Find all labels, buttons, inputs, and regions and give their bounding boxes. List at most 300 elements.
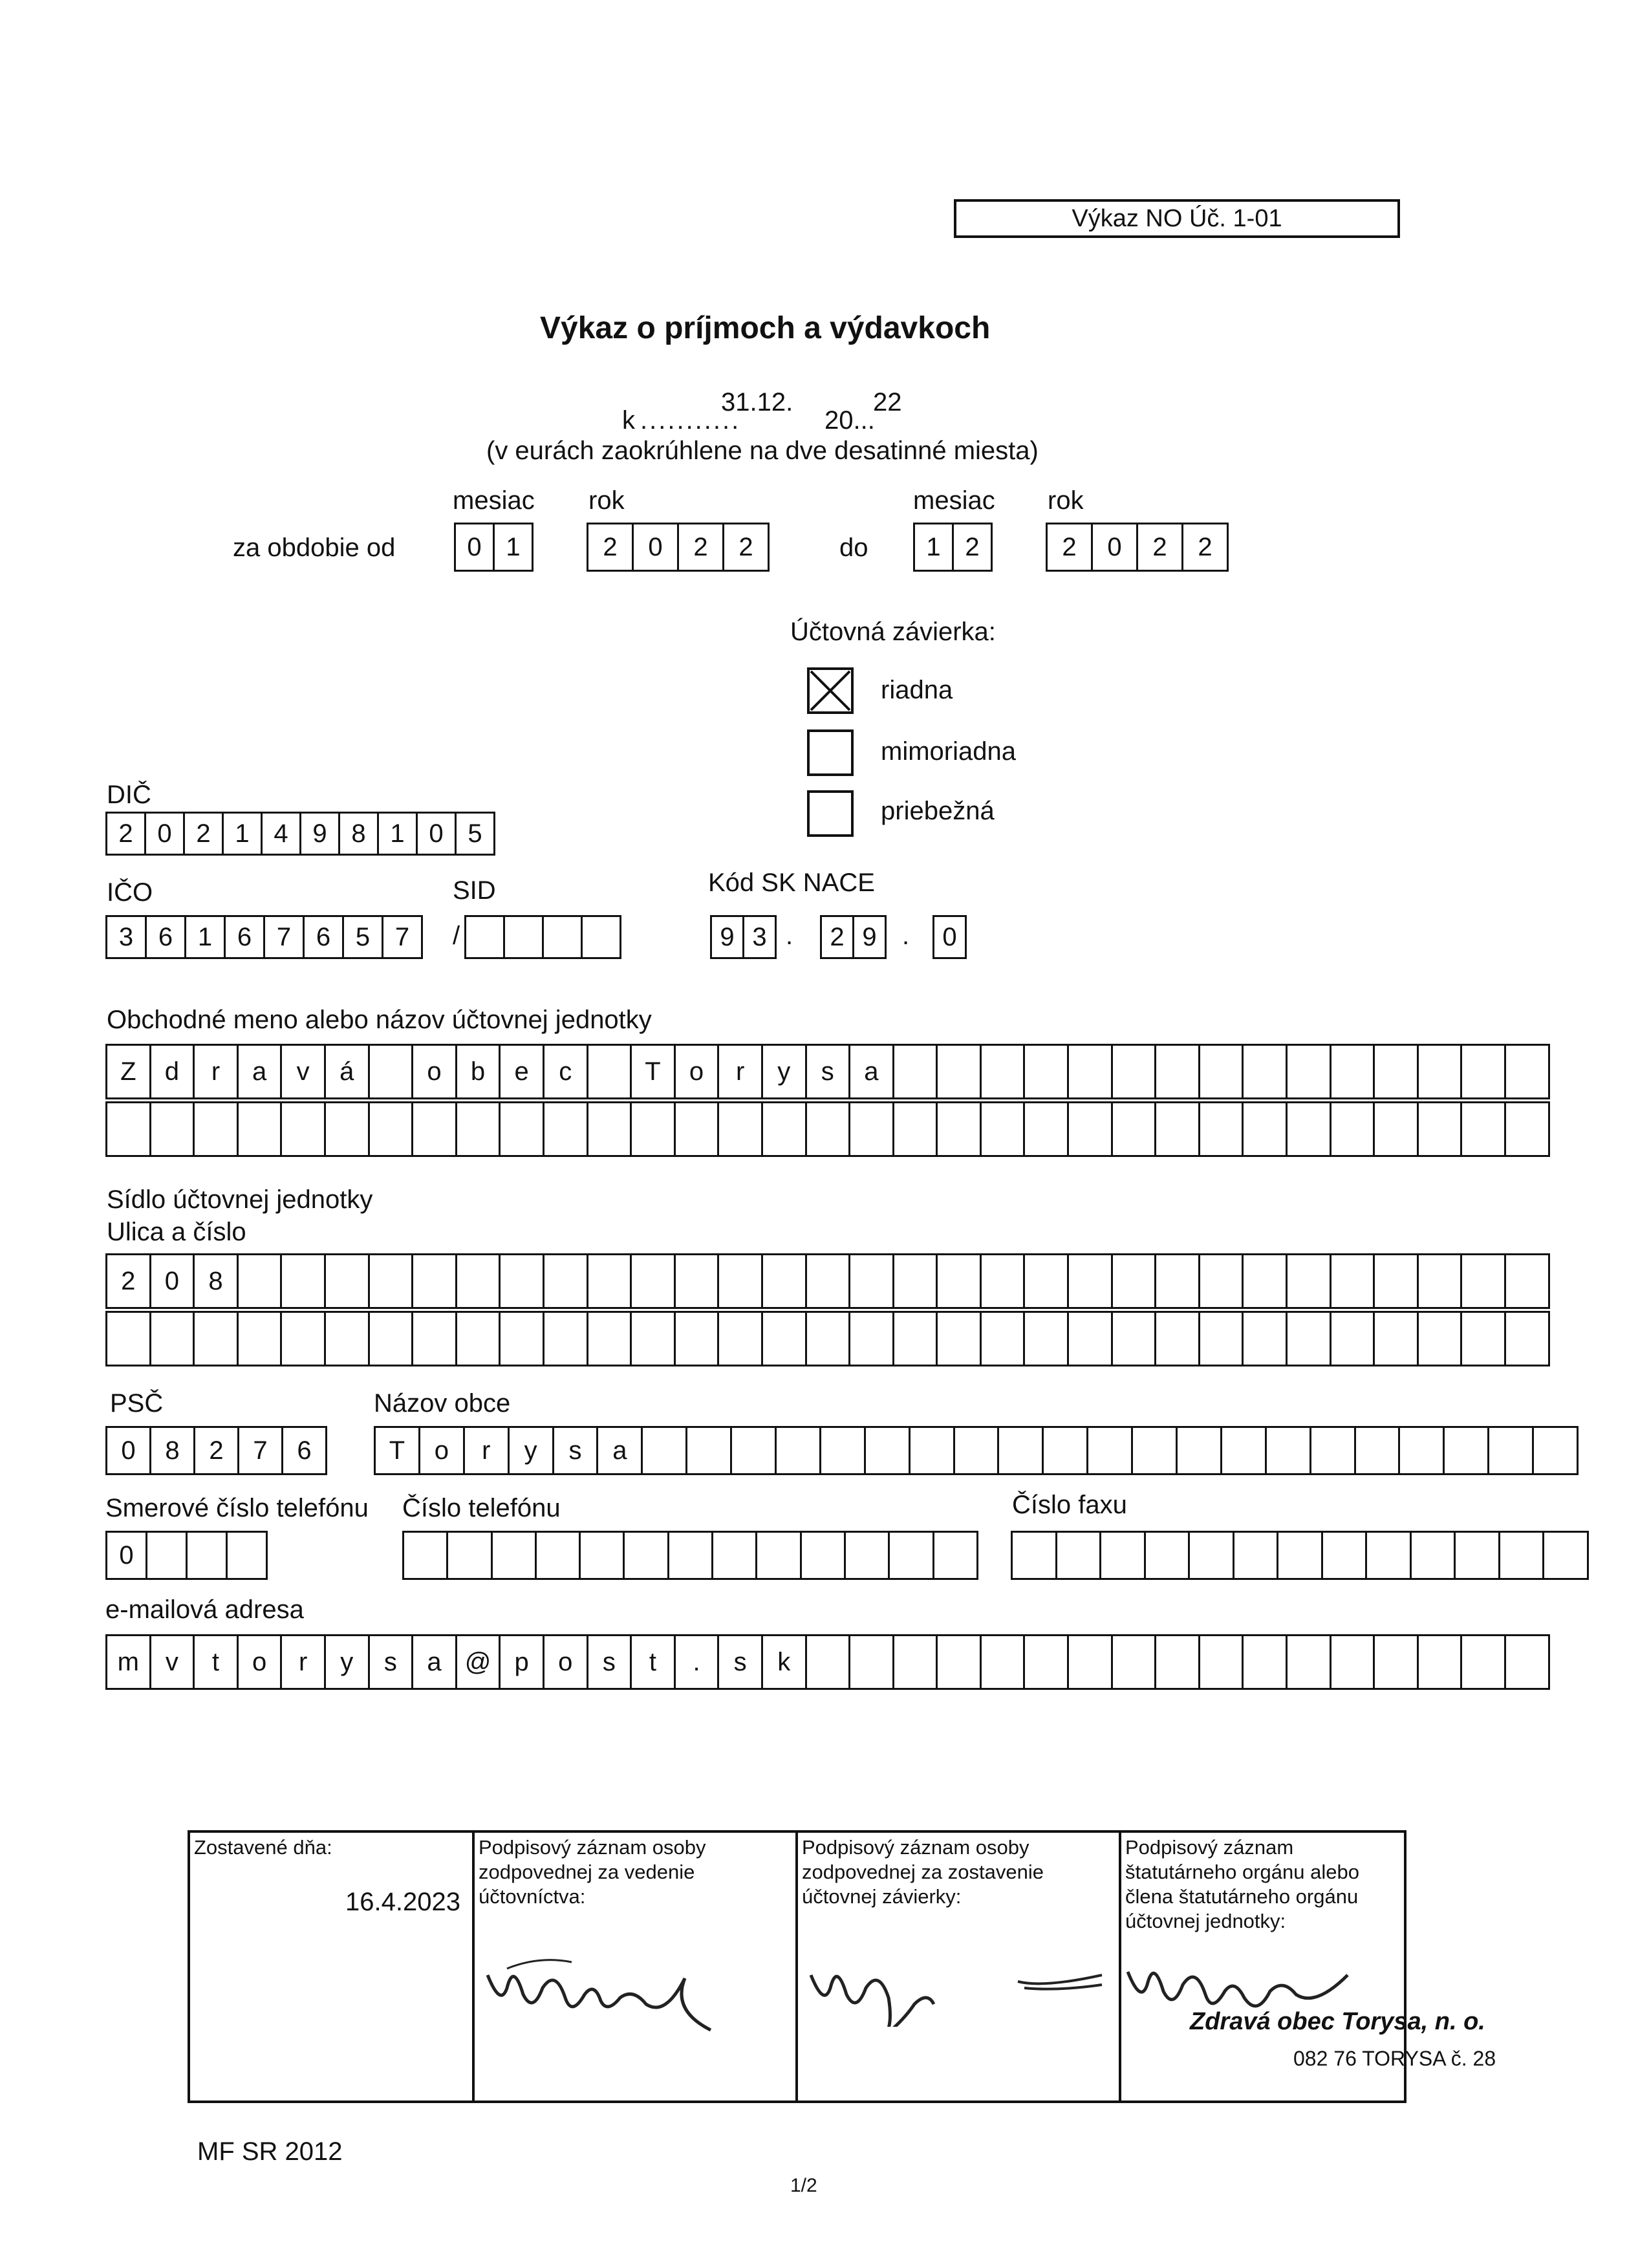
char-cell[interactable]: 6 [305,917,344,957]
street-label: Ulica a číslo [107,1218,246,1246]
char-cell[interactable]: 9 [854,917,887,957]
phone-field[interactable] [402,1531,978,1580]
char-cell[interactable] [719,1313,763,1365]
char-cell[interactable]: 8 [151,1428,195,1473]
char-cell[interactable] [1088,1428,1133,1473]
char-cell[interactable] [1500,1533,1545,1578]
date-value: 31.12. [721,388,793,416]
char-cell[interactable] [763,1103,807,1155]
char-cell[interactable]: 1 [186,917,226,957]
char-cell[interactable] [413,1255,457,1307]
char-cell[interactable] [1200,1255,1244,1307]
char-cell[interactable] [501,1313,544,1365]
char-cell[interactable]: r [465,1428,510,1473]
char-cell[interactable] [1456,1533,1500,1578]
char-cell[interactable] [807,1255,851,1307]
char-cell[interactable] [1419,1103,1463,1155]
char-cell[interactable]: 4 [263,814,301,854]
char-cell[interactable]: s [719,1636,763,1688]
closing-extraordinary-checkbox[interactable] [807,729,854,776]
char-cell[interactable] [1534,1428,1579,1473]
closing-interim-checkbox[interactable] [807,790,854,837]
char-cell[interactable]: a [413,1636,457,1688]
char-cell[interactable]: a [598,1428,643,1473]
char-cell[interactable] [1462,1046,1506,1097]
char-cell[interactable] [807,1313,851,1365]
char-cell[interactable]: 6 [283,1428,327,1473]
char-cell[interactable] [466,917,505,957]
char-cell[interactable] [625,1533,669,1578]
char-cell[interactable] [719,1255,763,1307]
char-cell[interactable] [1244,1313,1288,1365]
char-cell[interactable]: o [676,1046,720,1097]
char-cell[interactable] [1178,1428,1222,1473]
char-cell[interactable] [777,1428,821,1473]
char-cell[interactable]: 2 [107,1255,151,1307]
street-row-1[interactable] [105,1253,1550,1309]
stamp-line-1: Zdravá obec Torysa, n. o. [1190,2008,1485,2035]
ico-field[interactable] [105,915,423,959]
char-cell[interactable] [1375,1636,1419,1688]
char-cell[interactable]: 2 [1048,524,1093,570]
char-cell[interactable] [643,1428,687,1473]
char-cell[interactable]: c [544,1046,588,1097]
char-cell[interactable] [1013,1533,1057,1578]
char-cell[interactable]: k [763,1636,807,1688]
char-cell[interactable] [938,1313,982,1365]
city-field[interactable] [374,1426,1579,1475]
char-cell[interactable] [370,1255,414,1307]
char-cell[interactable] [1113,1103,1157,1155]
char-cell[interactable] [1400,1428,1445,1473]
char-cell[interactable] [544,1255,588,1307]
char-cell[interactable]: m [107,1636,151,1688]
char-cell[interactable] [1267,1428,1311,1473]
char-cell[interactable] [982,1255,1026,1307]
seat-label: Sídlo účtovnej jednotky [107,1185,373,1214]
char-cell[interactable] [1044,1428,1088,1473]
char-cell[interactable]: 9 [712,917,744,957]
char-cell[interactable] [457,1103,501,1155]
char-cell[interactable] [581,1533,625,1578]
char-cell[interactable] [1419,1046,1463,1097]
char-cell[interactable] [894,1046,938,1097]
char-cell[interactable] [669,1533,713,1578]
char-cell[interactable] [1288,1313,1331,1365]
char-cell[interactable] [1200,1313,1244,1365]
char-cell[interactable] [1156,1255,1200,1307]
char-cell[interactable] [282,1103,326,1155]
char-cell[interactable] [934,1533,978,1578]
char-cell[interactable]: 0 [934,917,967,957]
char-cell[interactable] [326,1313,370,1365]
char-cell[interactable] [1288,1103,1331,1155]
char-cell[interactable] [982,1313,1026,1365]
char-cell[interactable] [370,1046,414,1097]
char-cell[interactable]: s [807,1046,851,1097]
char-cell[interactable]: 0 [634,524,679,570]
char-cell[interactable] [807,1103,851,1155]
char-cell[interactable] [1419,1636,1463,1688]
char-cell[interactable] [676,1313,720,1365]
char-cell[interactable] [588,1313,632,1365]
char-cell[interactable] [1190,1533,1234,1578]
char-cell[interactable] [1331,1636,1375,1688]
char-cell[interactable] [807,1636,851,1688]
char-cell[interactable] [1462,1313,1506,1365]
period-from-label: za obdobie od [233,534,396,562]
char-cell[interactable] [1025,1636,1069,1688]
char-cell[interactable] [890,1533,934,1578]
char-cell[interactable] [1506,1636,1550,1688]
char-cell[interactable] [151,1103,195,1155]
char-cell[interactable]: o [544,1636,588,1688]
char-cell[interactable] [1156,1636,1200,1688]
char-cell[interactable] [676,1103,720,1155]
char-cell[interactable] [544,1103,588,1155]
page-title: Výkaz o príjmoch a výdavkoch [540,311,991,345]
char-cell[interactable]: d [151,1046,195,1097]
char-cell[interactable]: 7 [239,1428,283,1473]
char-cell[interactable]: @ [457,1636,501,1688]
char-cell[interactable] [1069,1313,1113,1365]
char-cell[interactable] [326,1103,370,1155]
char-cell[interactable]: 8 [340,814,379,854]
char-cell[interactable]: 1 [224,814,263,854]
char-cell[interactable] [757,1533,801,1578]
char-cell[interactable] [866,1428,911,1473]
nace-part-b[interactable] [820,915,887,959]
char-cell[interactable]: 2 [185,814,224,854]
char-cell[interactable] [588,1103,632,1155]
char-cell[interactable] [1331,1103,1375,1155]
char-cell[interactable] [1200,1046,1244,1097]
char-cell[interactable]: e [501,1046,544,1097]
char-cell[interactable] [1506,1313,1550,1365]
char-cell[interactable] [1419,1313,1463,1365]
char-cell[interactable] [1025,1255,1069,1307]
char-cell[interactable] [1506,1103,1550,1155]
char-cell[interactable] [537,1533,581,1578]
char-cell[interactable]: 8 [195,1255,239,1307]
char-cell[interactable] [1244,1046,1288,1097]
char-cell[interactable]: 7 [265,917,305,957]
char-cell[interactable]: o [420,1428,465,1473]
sid-field[interactable] [464,915,621,959]
char-cell[interactable] [457,1313,501,1365]
char-cell[interactable] [239,1313,283,1365]
char-cell[interactable] [1113,1313,1157,1365]
char-cell[interactable] [370,1313,414,1365]
char-cell[interactable]: 2 [1138,524,1183,570]
char-cell[interactable] [850,1636,894,1688]
char-cell[interactable]: p [501,1636,544,1688]
char-cell[interactable] [448,1533,492,1578]
char-cell[interactable] [583,917,621,957]
char-cell[interactable]: a [850,1046,894,1097]
char-cell[interactable] [228,1533,268,1578]
char-cell[interactable] [732,1428,777,1473]
char-cell[interactable] [1057,1533,1102,1578]
char-cell[interactable] [632,1313,676,1365]
char-cell[interactable] [1367,1533,1412,1578]
char-cell[interactable]: 9 [301,814,340,854]
char-cell[interactable] [501,1103,544,1155]
char-cell[interactable] [713,1533,757,1578]
char-cell[interactable] [999,1428,1044,1473]
char-cell[interactable] [1025,1313,1069,1365]
to-year-field[interactable] [1046,523,1229,572]
char-cell[interactable]: 3 [107,917,147,957]
phone-label: Číslo telefónu [402,1494,561,1522]
char-cell[interactable] [894,1636,938,1688]
char-cell[interactable] [1200,1103,1244,1155]
char-cell[interactable] [1133,1428,1178,1473]
char-cell[interactable]: 6 [147,917,186,957]
char-cell[interactable] [1506,1255,1550,1307]
char-cell[interactable] [326,1255,370,1307]
char-cell[interactable] [802,1533,846,1578]
from-month-field[interactable] [454,523,534,572]
char-cell[interactable] [1146,1533,1191,1578]
ico-label: IČO [107,878,153,907]
char-cell[interactable]: a [239,1046,283,1097]
signature-accounting [481,1936,779,2033]
char-cell[interactable]: 1 [495,524,534,570]
char-cell[interactable] [370,1103,414,1155]
char-cell[interactable] [1025,1103,1069,1155]
char-cell[interactable] [850,1255,894,1307]
char-cell[interactable] [1311,1428,1356,1473]
char-cell[interactable] [1069,1636,1113,1688]
entity-name-row-2[interactable] [105,1101,1550,1157]
char-cell[interactable] [239,1103,283,1155]
char-cell[interactable] [188,1533,228,1578]
char-cell[interactable]: v [151,1636,195,1688]
char-cell[interactable] [1462,1103,1506,1155]
char-cell[interactable] [632,1103,676,1155]
char-cell[interactable] [457,1255,501,1307]
char-cell[interactable] [1069,1103,1113,1155]
char-cell[interactable] [763,1255,807,1307]
char-cell[interactable] [588,1046,632,1097]
char-cell[interactable] [413,1103,457,1155]
char-cell[interactable] [821,1428,866,1473]
char-cell[interactable] [938,1103,982,1155]
char-cell[interactable]: 2 [588,524,634,570]
char-cell[interactable]: 5 [344,917,383,957]
char-cell[interactable] [982,1103,1026,1155]
email-field[interactable] [105,1634,1550,1690]
char-cell[interactable]: 2 [822,917,854,957]
char-cell[interactable]: 2 [679,524,724,570]
char-cell[interactable] [1156,1103,1200,1155]
char-cell[interactable]: b [457,1046,501,1097]
char-cell[interactable]: t [632,1636,676,1688]
char-cell[interactable] [1101,1533,1146,1578]
char-cell[interactable] [1156,1046,1200,1097]
char-cell[interactable]: o [239,1636,283,1688]
char-cell[interactable]: 2 [1183,524,1229,570]
char-cell[interactable] [1288,1046,1331,1097]
char-cell[interactable] [1489,1428,1534,1473]
char-cell[interactable] [282,1255,326,1307]
char-cell[interactable] [1278,1533,1323,1578]
char-cell[interactable] [239,1255,283,1307]
char-cell[interactable] [501,1255,544,1307]
char-cell[interactable] [1244,1103,1288,1155]
char-cell[interactable] [1331,1255,1375,1307]
char-cell[interactable] [1069,1255,1113,1307]
char-cell[interactable] [404,1533,448,1578]
char-cell[interactable] [1234,1533,1279,1578]
char-cell[interactable] [1375,1313,1419,1365]
char-cell[interactable] [1331,1046,1375,1097]
char-cell[interactable] [1412,1533,1456,1578]
nace-part-c[interactable] [932,915,967,959]
char-cell[interactable]: 0 [107,1428,151,1473]
char-cell[interactable] [1544,1533,1589,1578]
char-cell[interactable] [1288,1255,1331,1307]
char-cell[interactable] [911,1428,955,1473]
char-cell[interactable]: 2 [724,524,770,570]
char-cell[interactable]: r [195,1046,239,1097]
char-cell[interactable] [1244,1255,1288,1307]
char-cell[interactable] [687,1428,732,1473]
char-cell[interactable] [938,1255,982,1307]
char-cell[interactable] [1113,1255,1157,1307]
char-cell[interactable]: 0 [146,814,185,854]
char-cell[interactable] [982,1636,1026,1688]
char-cell[interactable] [676,1255,720,1307]
char-cell[interactable] [544,1313,588,1365]
char-cell[interactable] [1375,1103,1419,1155]
char-cell[interactable] [1113,1046,1157,1097]
char-cell[interactable] [938,1636,982,1688]
char-cell[interactable]: . [676,1636,720,1688]
char-cell[interactable] [1445,1428,1489,1473]
char-cell[interactable] [632,1255,676,1307]
char-cell[interactable]: 0 [1093,524,1138,570]
char-cell[interactable]: 0 [151,1255,195,1307]
char-cell[interactable]: 3 [744,917,777,957]
char-cell[interactable] [1113,1636,1157,1688]
char-cell[interactable] [1288,1636,1331,1688]
char-cell[interactable] [850,1103,894,1155]
nace-dot-1: . [786,922,793,950]
char-cell[interactable] [413,1313,457,1365]
char-cell[interactable] [846,1533,890,1578]
char-cell[interactable]: 0 [418,814,457,854]
char-cell[interactable] [850,1313,894,1365]
closing-regular-checkbox[interactable] [807,667,854,714]
char-cell[interactable] [763,1313,807,1365]
closing-signature-cell [798,1833,1121,2101]
char-cell[interactable] [505,917,544,957]
char-cell[interactable]: 5 [457,814,495,854]
char-cell[interactable]: 2 [954,524,993,570]
char-cell[interactable] [1323,1533,1368,1578]
entity-name-row-1[interactable] [105,1044,1550,1099]
char-cell[interactable] [982,1046,1026,1097]
char-cell[interactable]: 1 [379,814,418,854]
char-cell[interactable]: v [282,1046,326,1097]
char-cell[interactable] [195,1103,239,1155]
char-cell[interactable] [107,1103,151,1155]
dic-field[interactable] [105,812,495,856]
char-cell[interactable] [1156,1313,1200,1365]
from-year-field[interactable] [587,523,770,572]
char-cell[interactable] [1506,1046,1550,1097]
char-cell[interactable]: o [413,1046,457,1097]
char-cell[interactable]: s [370,1636,414,1688]
char-cell[interactable] [1222,1428,1267,1473]
char-cell[interactable] [1244,1636,1288,1688]
char-cell[interactable]: 0 [107,1533,147,1578]
char-cell[interactable] [1375,1046,1419,1097]
phone-prefix-field[interactable] [105,1531,268,1580]
char-cell[interactable]: Z [107,1046,151,1097]
char-cell[interactable]: r [282,1636,326,1688]
char-cell[interactable] [147,1533,188,1578]
char-cell[interactable] [493,1533,537,1578]
char-cell[interactable] [1462,1255,1506,1307]
char-cell[interactable] [1462,1636,1506,1688]
char-cell[interactable] [1331,1313,1375,1365]
char-cell[interactable]: 1 [915,524,954,570]
char-cell[interactable] [1375,1255,1419,1307]
nace-part-a[interactable] [710,915,777,959]
char-cell[interactable] [1419,1255,1463,1307]
char-cell[interactable] [544,917,583,957]
char-cell[interactable]: 2 [195,1428,239,1473]
char-cell[interactable]: r [719,1046,763,1097]
char-cell[interactable]: á [326,1046,370,1097]
char-cell[interactable]: 6 [226,917,265,957]
char-cell[interactable]: T [376,1428,420,1473]
char-cell[interactable] [282,1313,326,1365]
char-cell[interactable]: y [510,1428,554,1473]
char-cell[interactable]: T [632,1046,676,1097]
char-cell[interactable] [719,1103,763,1155]
to-month-field[interactable] [913,523,993,572]
street-row-2[interactable] [105,1311,1550,1366]
char-cell[interactable] [1025,1046,1069,1097]
char-cell[interactable]: y [763,1046,807,1097]
char-cell[interactable] [1356,1428,1401,1473]
char-cell[interactable]: 2 [107,814,146,854]
char-cell[interactable] [588,1255,632,1307]
fax-field[interactable] [1011,1531,1589,1580]
char-cell[interactable]: 7 [383,917,423,957]
char-cell[interactable]: 0 [456,524,495,570]
char-cell[interactable]: s [588,1636,632,1688]
char-cell[interactable] [1069,1046,1113,1097]
char-cell[interactable]: s [554,1428,599,1473]
char-cell[interactable] [151,1313,195,1365]
char-cell[interactable] [894,1313,938,1365]
char-cell[interactable]: t [195,1636,239,1688]
psc-field[interactable] [105,1426,327,1475]
char-cell[interactable] [938,1046,982,1097]
char-cell[interactable] [894,1103,938,1155]
char-cell[interactable]: y [326,1636,370,1688]
char-cell[interactable] [955,1428,1000,1473]
char-cell[interactable] [894,1255,938,1307]
char-cell[interactable] [195,1313,239,1365]
char-cell[interactable] [107,1313,151,1365]
char-cell[interactable] [1200,1636,1244,1688]
